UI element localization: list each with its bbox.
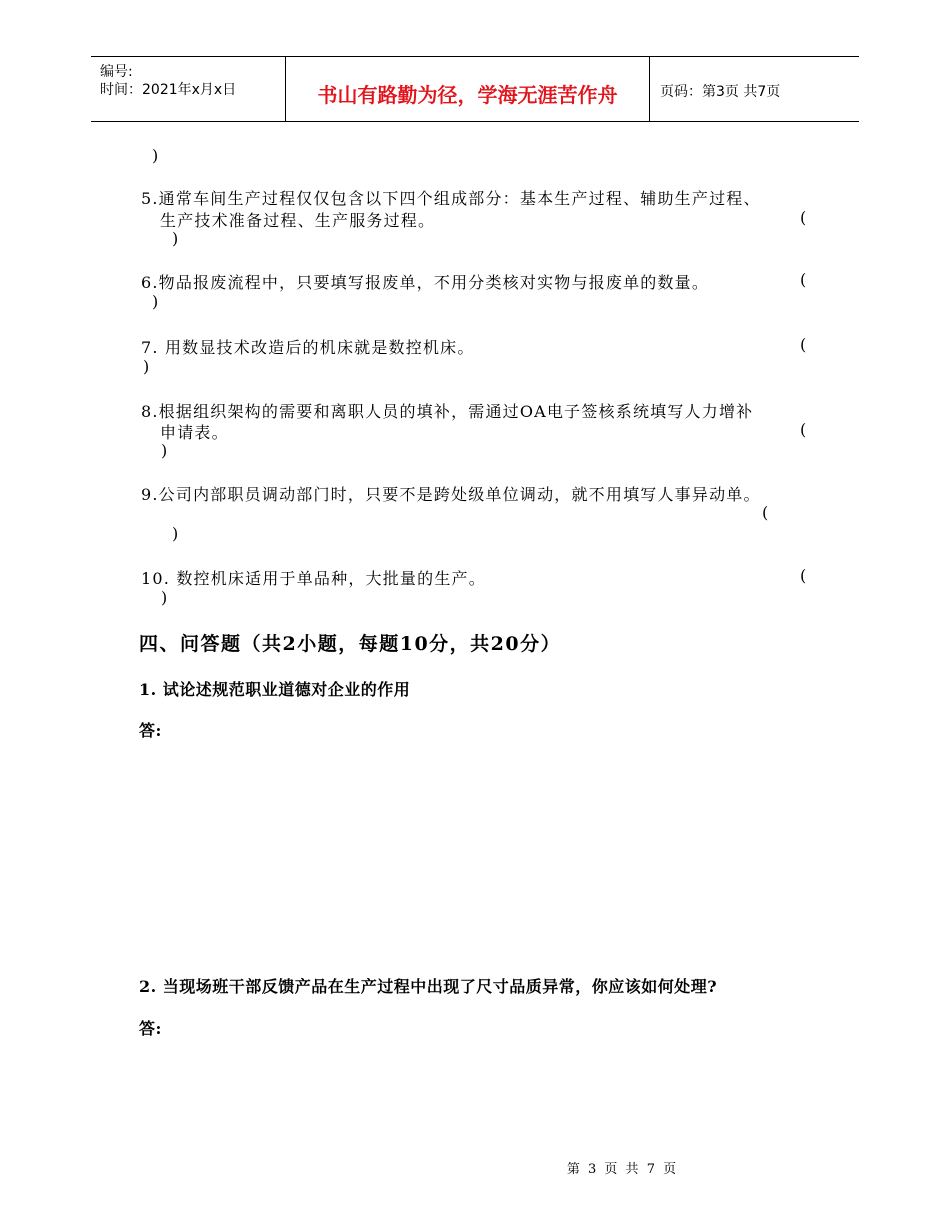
header-motto-cell: [286, 57, 650, 121]
item-6-open-paren: (: [800, 270, 808, 289]
item-10-line-1: 10. 数控机床适用于单品种，大批量的生产。: [141, 569, 486, 588]
item-9-line-1: 9.公司内部职员调动部门时，只要不是跨处级单位调动，就不用填写人事异动单。: [141, 485, 761, 504]
section-4-title: 四、问答题（共2小题，每题10分，共20分）: [139, 633, 562, 655]
item-8-line-1: 8.根据组织架构的需要和离职人员的填补，需通过OA电子签核系统填写人力增补: [141, 402, 754, 421]
header-motto: 书山有路勤为径，学海无涯苦作舟: [317, 83, 618, 107]
item-7-open-paren: (: [800, 335, 808, 354]
item-8-line-2: 申请表。: [160, 423, 229, 442]
page-footer: 第 3 页 共 7 页: [566, 1162, 679, 1177]
question-1-title: 1. 试论述规范职业道德对企业的作用: [139, 680, 411, 699]
header-page-info: 页码：第3页 共7页: [660, 84, 781, 100]
item-5-close-paren: ): [172, 229, 180, 248]
item-9-close-paren: ): [172, 524, 180, 543]
item-8-close-paren: ): [161, 441, 169, 460]
doc-date: 时间：2021年x月x日: [100, 82, 237, 98]
item-5-line-1: 5.通常车间生产过程仅仅包含以下四个组成部分：基本生产过程、辅助生产过程、: [141, 189, 761, 208]
doc-code-label: 编号:: [100, 64, 133, 80]
page-header: [91, 56, 859, 122]
item-6-close-paren: ): [152, 292, 160, 311]
question-2-title: 2. 当现场班干部反馈产品在生产过程中出现了尺寸品质异常，你应该如何处理?: [139, 977, 718, 996]
item-6-line-1: 6.物品报废流程中，只要填写报废单，不用分类核对实物与报废单的数量。: [141, 273, 710, 292]
item-8-open-paren: (: [800, 420, 808, 439]
item-9-open-paren: (: [762, 503, 770, 522]
item-7-line-1: 7. 用数显技术改造后的机床就是数控机床。: [141, 338, 475, 357]
question-1-answer-label: 答:: [139, 721, 162, 740]
question-2-answer-label: 答:: [139, 1019, 162, 1038]
item-5-open-paren: (: [800, 208, 808, 227]
item-10-close-paren: ): [161, 588, 169, 607]
header-info-cell: [91, 57, 286, 121]
header-page-cell: [650, 57, 859, 121]
prev-item-close-paren: ): [152, 146, 160, 165]
item-7-close-paren: ): [143, 357, 151, 376]
item-5-line-2: 生产技术准备过程、生产服务过程。: [160, 211, 436, 230]
item-10-open-paren: (: [800, 566, 808, 585]
